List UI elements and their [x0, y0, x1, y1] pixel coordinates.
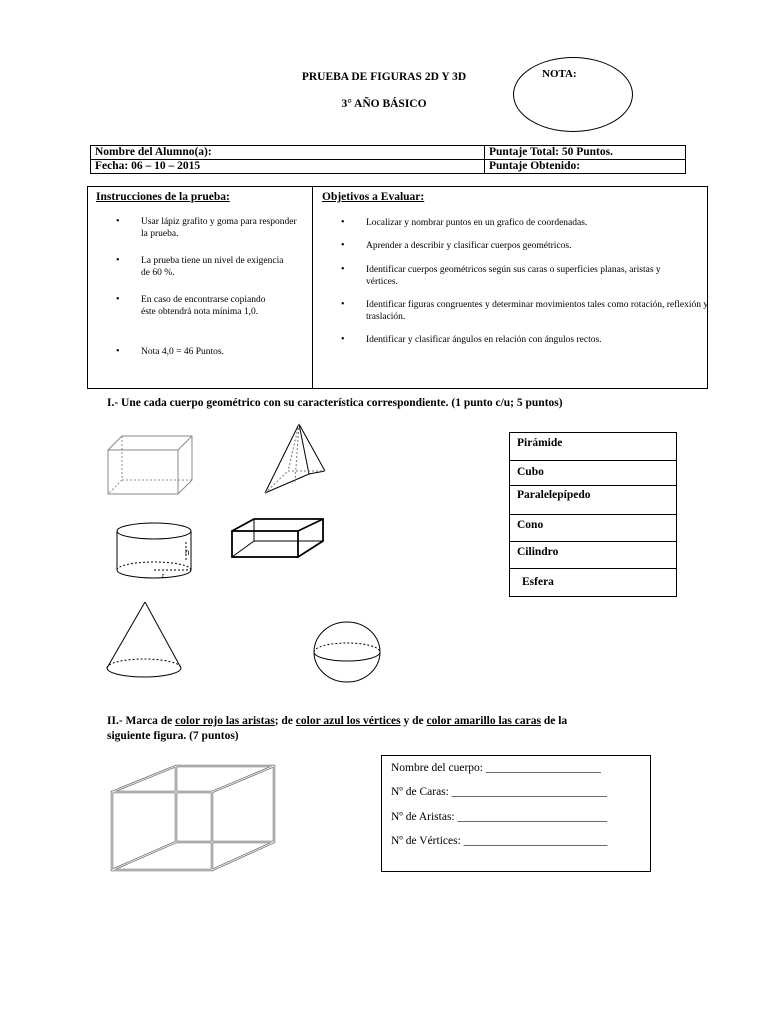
page-title: PRUEBA DE FIGURAS 2D Y 3D: [301, 71, 467, 83]
cylinder-figure: [112, 520, 207, 582]
cone-figure: [103, 600, 183, 682]
vertices-count-field[interactable]: Nº de Vértices: _________________________: [391, 835, 608, 847]
total-score-cell: Puntaje Total: 50 Puntos.: [485, 146, 686, 160]
name-cono[interactable]: Cono: [517, 519, 544, 531]
name-cubo[interactable]: Cubo: [517, 466, 544, 478]
faces-count-field[interactable]: Nº de Caras: ___________________________: [391, 786, 607, 798]
sphere-figure: [312, 620, 384, 684]
names-divider: [509, 485, 677, 486]
names-divider: [509, 514, 677, 515]
pyramid-figure: [262, 422, 338, 496]
yellow-faces-instruction: color amarillo las caras: [426, 715, 541, 727]
objectives-heading: Objetivos a Evaluar:: [322, 191, 425, 203]
body-name-field[interactable]: Nombre del cuerpo: ____________________: [391, 762, 601, 774]
student-name-cell[interactable]: Nombre del Alumno(a):: [91, 146, 485, 160]
name-cilindro[interactable]: Cilindro: [517, 546, 559, 558]
red-edges-instruction: color rojo las aristas: [175, 715, 275, 727]
name-esfera[interactable]: Esfera: [522, 576, 554, 588]
radius-label: r: [162, 573, 165, 580]
names-divider: [509, 568, 677, 569]
section-2-title: II.- Marca de color rojo las aristas; de color azul los vértices y de color amarillo las caras de la siguiente figura. (7 puntos): [107, 715, 568, 742]
blue-vertices-instruction: color azul los vértices: [295, 715, 401, 727]
name-paralelepipedo[interactable]: Paralelepípedo: [517, 489, 591, 501]
date-cell: Fecha: 06 – 10 – 2015: [91, 160, 485, 174]
obtained-score-cell[interactable]: Puntaje Obtenido:: [485, 160, 686, 174]
student-info-table: [90, 145, 686, 174]
instructions-divider: [312, 186, 313, 389]
names-divider: [509, 460, 677, 461]
prism-figure: [228, 517, 328, 561]
name-piramide[interactable]: Pirámide: [517, 437, 563, 449]
height-label: h: [185, 548, 190, 557]
names-divider: [509, 541, 677, 542]
large-prism-figure[interactable]: [108, 762, 278, 874]
grade-label: NOTA:: [542, 68, 577, 80]
edges-count-field[interactable]: Nº de Aristas: __________________________: [391, 811, 607, 823]
cube-figure: [100, 434, 195, 496]
page-subtitle: 3° AÑO BÁSICO: [341, 98, 427, 110]
instructions-heading: Instrucciones de la prueba:: [96, 191, 230, 203]
section-1-title: I.- Une cada cuerpo geométrico con su característica correspondiente. (1 punto c/u; 5 puntos): [107, 397, 563, 409]
